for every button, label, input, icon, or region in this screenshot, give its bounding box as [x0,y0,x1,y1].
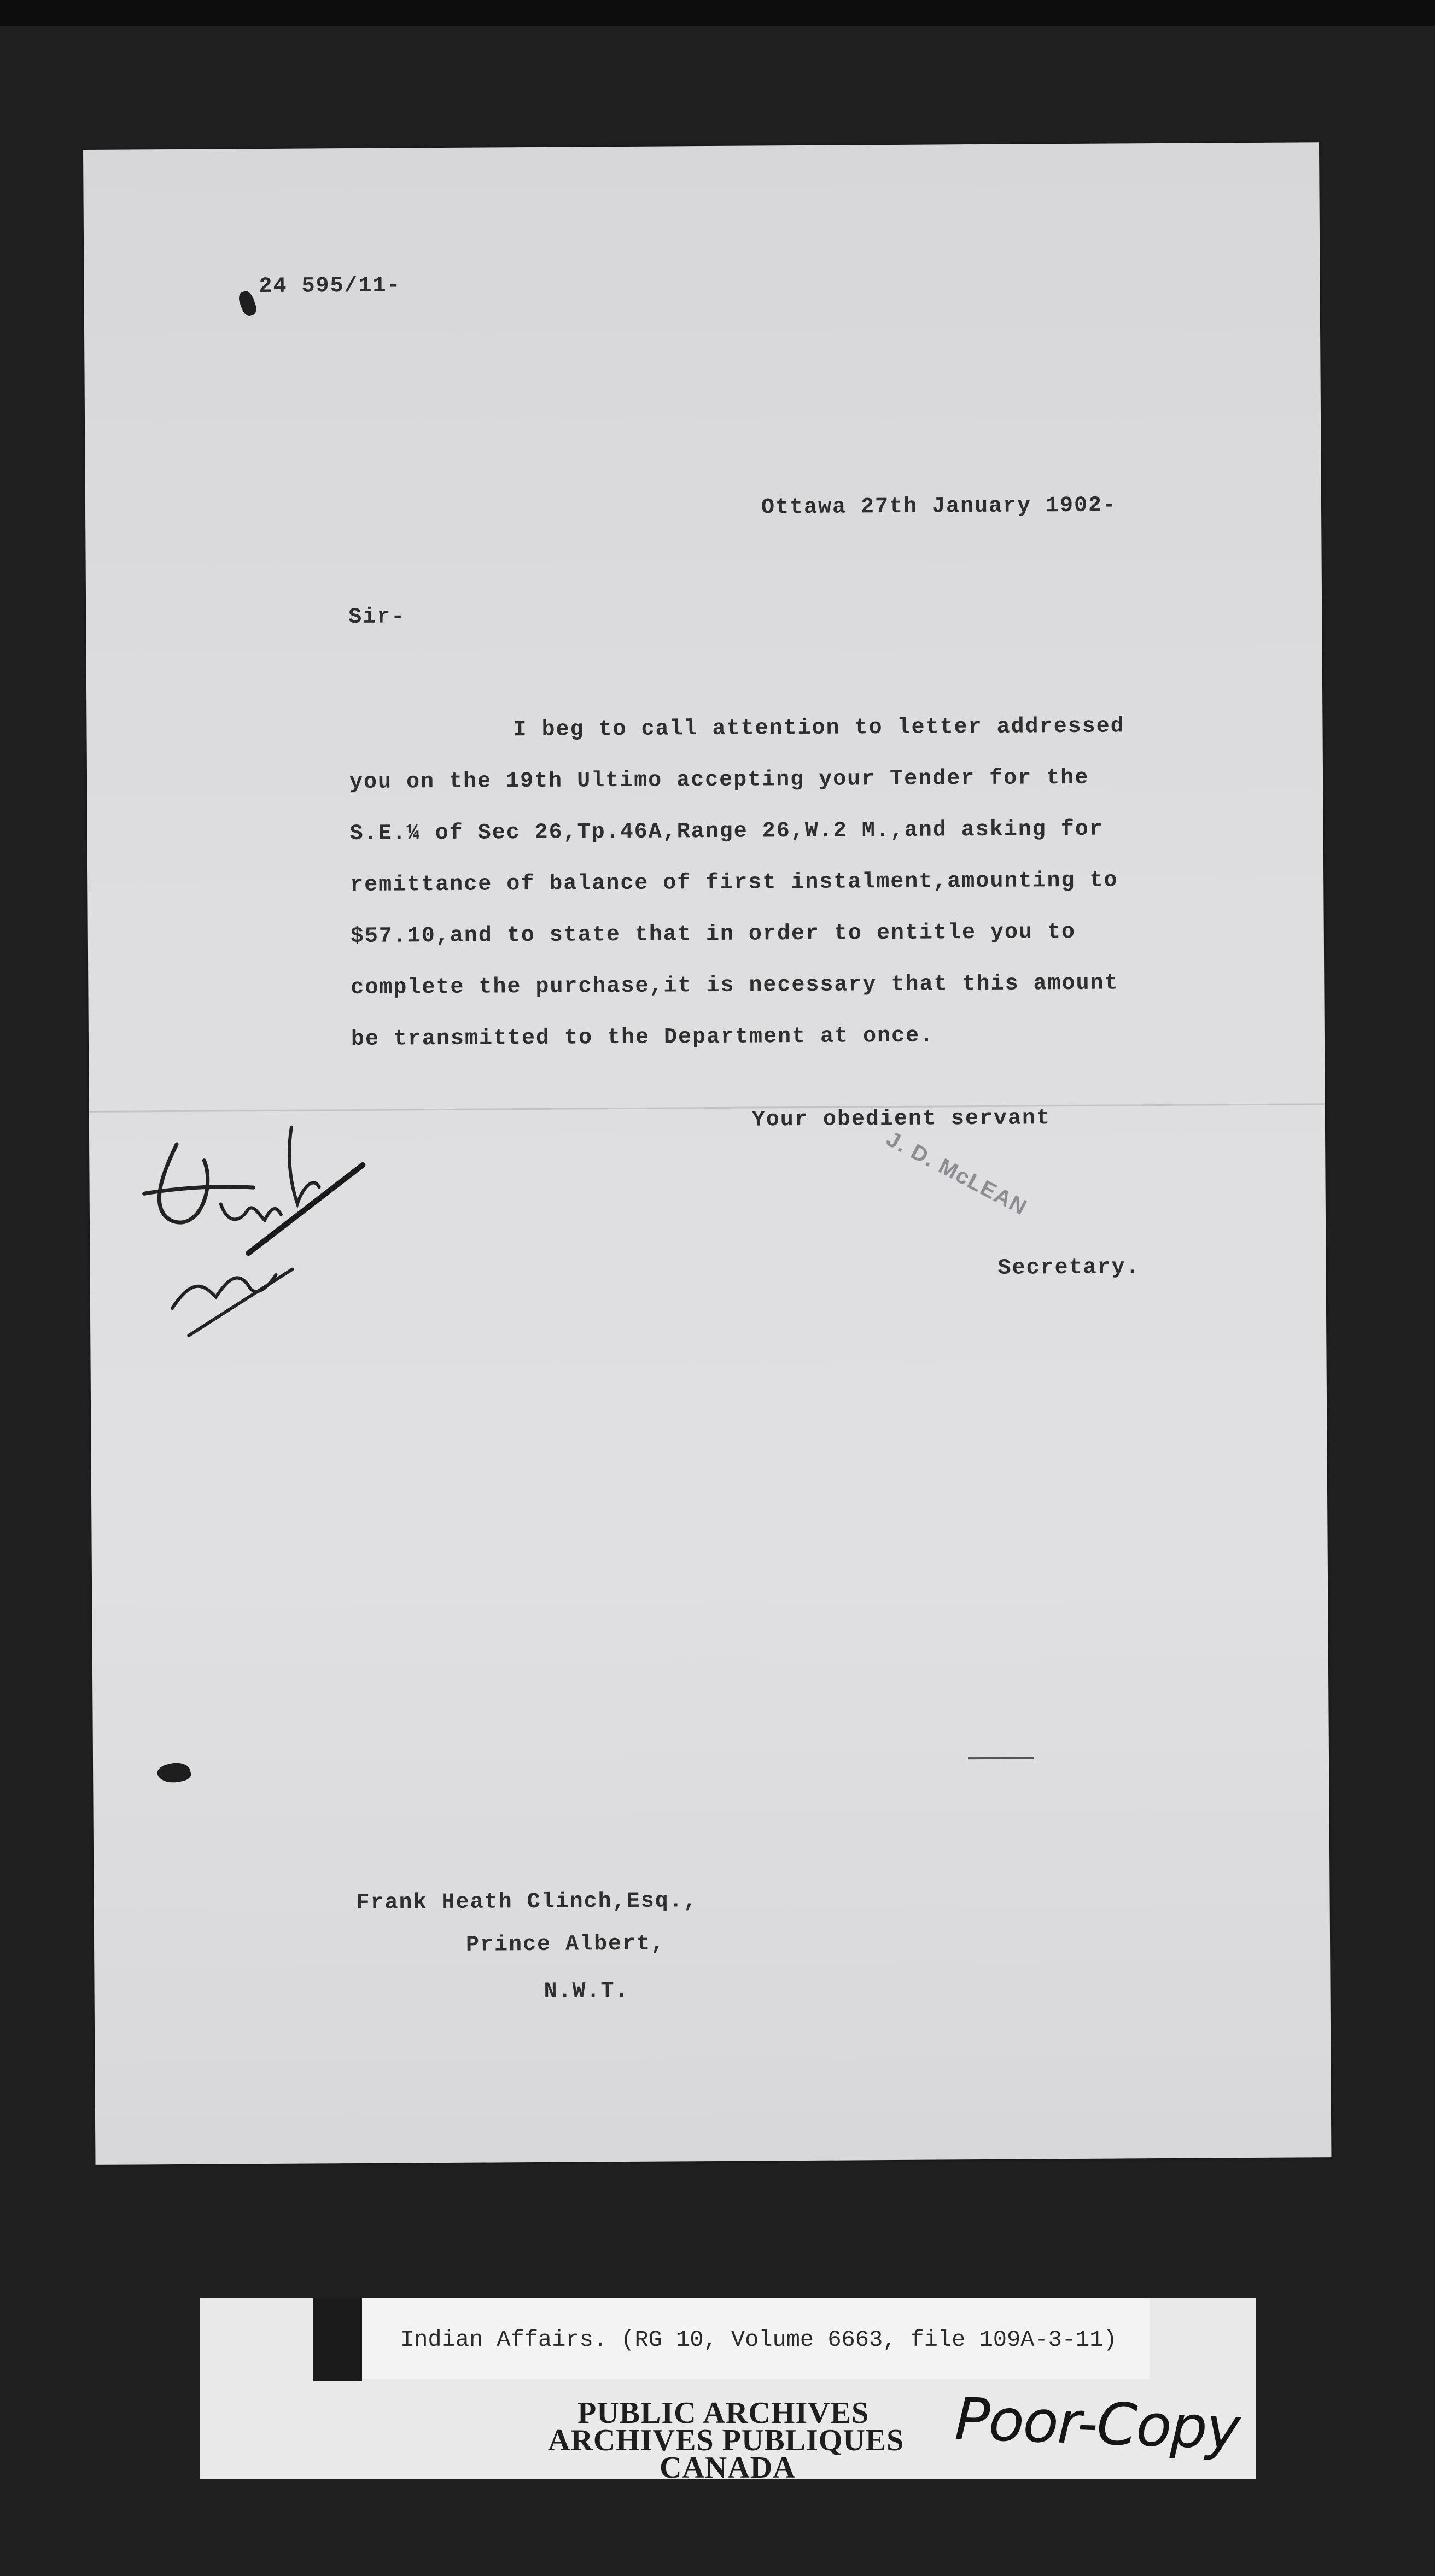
reference-number: 24 595/11- [259,273,401,300]
label-notch [313,2298,362,2381]
addressee-region: N.W.T. [544,1978,629,2004]
closing: Your obedient servant [751,1106,1051,1133]
body-line: remittance of balance of first instalment,amounting to [350,868,1118,898]
archive-label [200,2298,1256,2485]
body-line: you on the 19th Ultimo accepting your Tender for the [349,765,1089,795]
body-line: be transmitted to the Department at once. [351,1023,935,1052]
ink-blot [237,289,259,318]
archive-name-line3: CANADA [660,2451,796,2485]
signature-stamp: J. D. McLEAN [882,1126,1031,1220]
pencil-mark [968,1757,1034,1759]
addressee-name: Frank Heath Clinch,Esq., [356,1889,698,1916]
handwritten-initials [110,1077,419,1418]
poor-copy-note: Poor-Copy [954,2385,1241,2463]
body-line: $57.10,and to state that in order to entitle you to [350,920,1076,950]
ink-blot [156,1760,192,1786]
body-line: complete the purchase,it is necessary that this amount [351,971,1119,1001]
body-line: I beg to call attention to letter addressed [513,714,1125,743]
letter-sheet [83,142,1331,2165]
salutation: Sir- [348,605,406,630]
addressee-city: Prince Albert, [465,1931,666,1958]
body-line: S.E.¼ of Sec 26,Tp.46A,Range 26,W.2 M.,and asking for [349,817,1104,847]
archive-name-line2: ARCHIVES PUBLIQUES [548,2423,905,2457]
archive-reference: Indian Affairs. (RG 10, Volume 6663, file 109A-3-11) [400,2327,1117,2353]
archive-name-line1: PUBLIC ARCHIVES [578,2396,870,2430]
signatory-title: Secretary. [998,1255,1140,1281]
date-line: Ottawa 27th January 1902- [761,493,1117,520]
frame-top-strip [0,0,1435,26]
letter-body [349,701,1204,1066]
